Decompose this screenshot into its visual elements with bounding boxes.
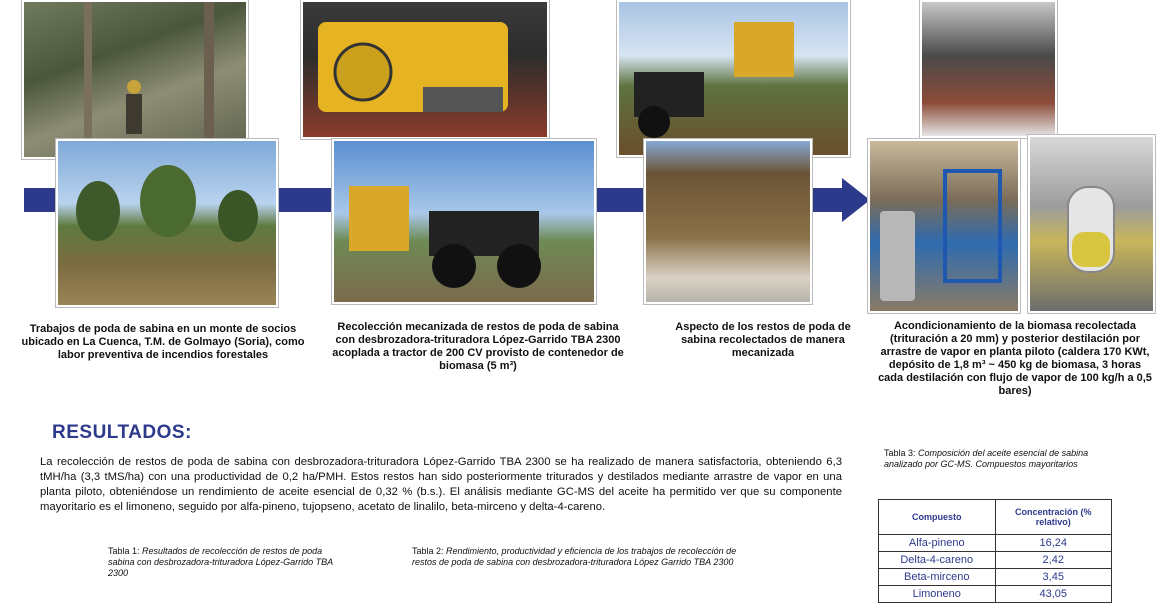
photo-pruning-worker xyxy=(22,0,248,159)
table1-label: Tabla 1: xyxy=(108,546,143,556)
value-cell: 16,24 xyxy=(995,535,1112,552)
photo-forest-site xyxy=(56,139,278,307)
photo-shredder-machine xyxy=(301,0,549,139)
table3-text: Composición del aceite esencial de sabina analizado por GC-MS. Compuestos mayoritarios xyxy=(884,448,1089,469)
compound-cell: Delta-4-careno xyxy=(879,552,996,569)
value-cell: 3,45 xyxy=(995,569,1112,586)
table-header-row xyxy=(879,500,1112,535)
table2-text: Rendimiento, productividad y eficiencia de los trabajos de recolección de restos de poda de sabina con desbrozadora-trituradora López Garrido TBA 2300 xyxy=(412,546,737,567)
table1-caption xyxy=(108,546,336,579)
table1-text: Resultados de recolección de restos de poda sabina con desbrozadora-trituradora López-Garrido TBA 2300 xyxy=(108,546,333,578)
composition-table xyxy=(878,499,1112,603)
process-arrow-segment-4 xyxy=(808,188,844,212)
photo-pruning-residue xyxy=(644,139,812,304)
table3-caption xyxy=(884,448,1094,470)
photo-tractor-collection xyxy=(332,139,596,304)
shredder-illustration xyxy=(303,2,547,137)
photo-container-dump xyxy=(617,0,850,157)
photo-grinder-unit xyxy=(920,0,1057,138)
value-cell: 2,42 xyxy=(995,552,1112,569)
table-row xyxy=(879,552,1112,569)
process-arrow-segment-2 xyxy=(274,188,334,212)
table-row xyxy=(879,569,1112,586)
pruning-worker-illustration xyxy=(24,2,246,157)
caption-pruning: Trabajos de poda de sabina en un monte de socios ubicado en La Cuenca, T.M. de Golmayo (Soria), como labor preventiva de incendios forestales xyxy=(21,323,305,361)
table3-label: Tabla 3: xyxy=(884,448,919,458)
compound-cell: Beta-mirceno xyxy=(879,569,996,586)
table-row xyxy=(879,535,1112,552)
oil-separator-illustration xyxy=(1030,137,1153,311)
process-arrow-segment-3 xyxy=(592,188,646,212)
tractor-illustration xyxy=(334,141,594,302)
photo-oil-separator xyxy=(1028,135,1155,313)
results-heading: RESULTADOS: xyxy=(52,422,192,443)
results-paragraph: La recolección de restos de poda de sabina con desbrozadora-trituradora López-Garrido TBA 2300 se ha realizado de manera satisfactoria, obteniendo 6,3 tMH/ha (3,3 tMS/ha) con una productividad de 0,2 ha/PMH. Estos restos han sido posteriormente triturados y destilados mediante arrastre de vapor en una planta piloto, obteniéndose un rendimiento de aceite esencial de 0,32 % (b.s.). El análisis mediante GC-MS del aceite ha permitido ver que su componente mayoritario es el limoneno, seguido por alfa-pineno, tujopseno, acetato de linalilo, beta-mirceno y delta-4-careno. xyxy=(40,456,842,513)
compound-cell: Alfa-pineno xyxy=(879,535,996,552)
caption-collection: Recolección mecanizada de restos de poda de sabina con desbrozadora-trituradora López-Garrido TBA 2300 acoplada a tractor de 200 CV provisto de contenedor de biomasa (5 m³) xyxy=(332,321,624,372)
value-cell: 43,05 xyxy=(995,586,1112,603)
photo-distillation-plant xyxy=(868,139,1020,313)
process-arrow-head xyxy=(842,178,870,222)
container-dump-illustration xyxy=(619,2,848,155)
header-concentration: Concentración (% relativo) xyxy=(995,500,1112,535)
caption-residue: Aspecto de los restos de poda de sabina recolectados de manera mecanizada xyxy=(675,321,851,359)
caption-distillation: Acondicionamiento de la biomasa recolectada (trituración a 20 mm) y posterior destilación por arrastre de vapor en planta piloto (caldera 170 KWt, depósito de 1,8 m³ ~ 450 kg de biomasa, 3 horas cada destilación con flujo de vapor de 100 kg/h a 0,5 bares) xyxy=(878,320,1152,397)
header-compound: Compuesto xyxy=(879,500,996,535)
compound-cell: Limoneno xyxy=(879,586,996,603)
distillation-plant-illustration xyxy=(870,141,1018,311)
table2-caption xyxy=(412,546,742,568)
forest-site-illustration xyxy=(58,141,276,305)
table2-label: Tabla 2: xyxy=(412,546,447,556)
process-arrow-segment-1 xyxy=(24,188,58,212)
